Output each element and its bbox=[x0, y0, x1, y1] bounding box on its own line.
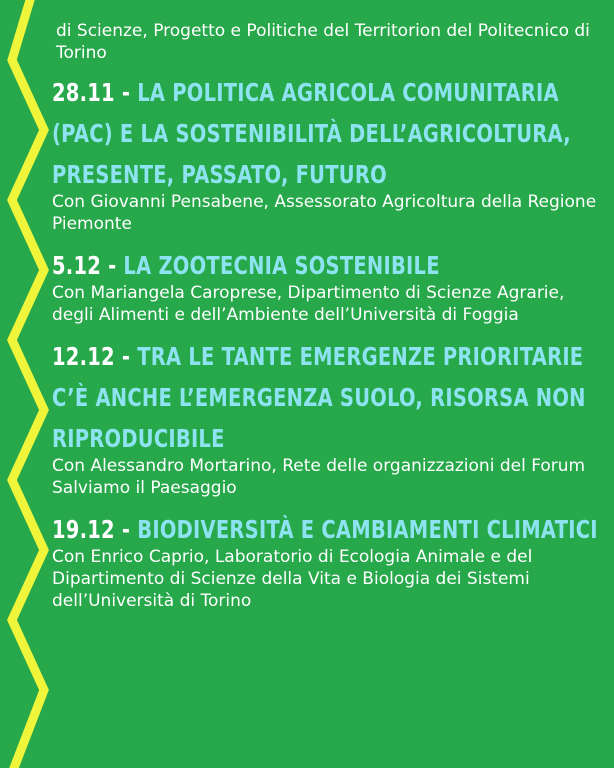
event-item bbox=[52, 72, 608, 235]
event-title: LA POLITICA AGRICOLA COMUNITARIA (PAC) E LA SOSTENIBILITÀ DELL’AGRICOLTURA, PRESENTE, PASSATO, FUTURO bbox=[52, 78, 571, 189]
event-date: 5.12 bbox=[52, 251, 102, 280]
event-speaker: Con Enrico Caprio, Laboratorio di Ecologia Animale e del Dipartimento di Scienze della Vita e Biologia dei Sistemi dell’Università di Torino bbox=[52, 547, 533, 611]
event-date: 19.12 bbox=[52, 515, 115, 544]
event-date: 28.11 bbox=[52, 78, 115, 107]
event-speaker: Con Alessandro Mortarino, Rete delle organizzazioni del Forum Salviamo il Paesaggio bbox=[52, 456, 586, 498]
date-separator: - bbox=[114, 342, 138, 371]
event-headline bbox=[52, 245, 607, 286]
date-separator: - bbox=[114, 515, 138, 544]
event-date: 12.12 bbox=[52, 342, 115, 371]
event-speaker: Con Mariangela Caroprese, Dipartimento di Scienze Agrarie, degli Alimenti e dell’Ambiente dell’Università di Foggia bbox=[52, 283, 565, 325]
event-headline bbox=[52, 72, 607, 195]
zigzag-border-decoration bbox=[0, 0, 60, 768]
event-item bbox=[52, 509, 608, 612]
event-title: LA ZOOTECNIA SOSTENIBILE bbox=[123, 251, 440, 280]
intro-text: di Scienze, Progetto e Politiche del Territorion del Politecnico di Torino bbox=[56, 21, 590, 63]
event-item bbox=[52, 336, 608, 499]
event-speaker: Con Giovanni Pensabene, Assessorato Agricoltura della Regione Piemonte bbox=[52, 192, 597, 234]
event-title: TRA LE TANTE EMERGENZE PRIORITARIE C’È ANCHE L’EMERGENZA SUOLO, RISORSA NON RIPRODUCIBILE bbox=[52, 342, 586, 453]
event-item bbox=[52, 245, 608, 326]
event-headline bbox=[52, 509, 607, 550]
date-separator: - bbox=[114, 78, 138, 107]
event-program bbox=[52, 20, 608, 622]
event-headline bbox=[52, 336, 607, 459]
event-title: BIODIVERSITÀ E CAMBIAMENTI CLIMATICI bbox=[137, 515, 598, 544]
date-separator: - bbox=[101, 251, 124, 280]
